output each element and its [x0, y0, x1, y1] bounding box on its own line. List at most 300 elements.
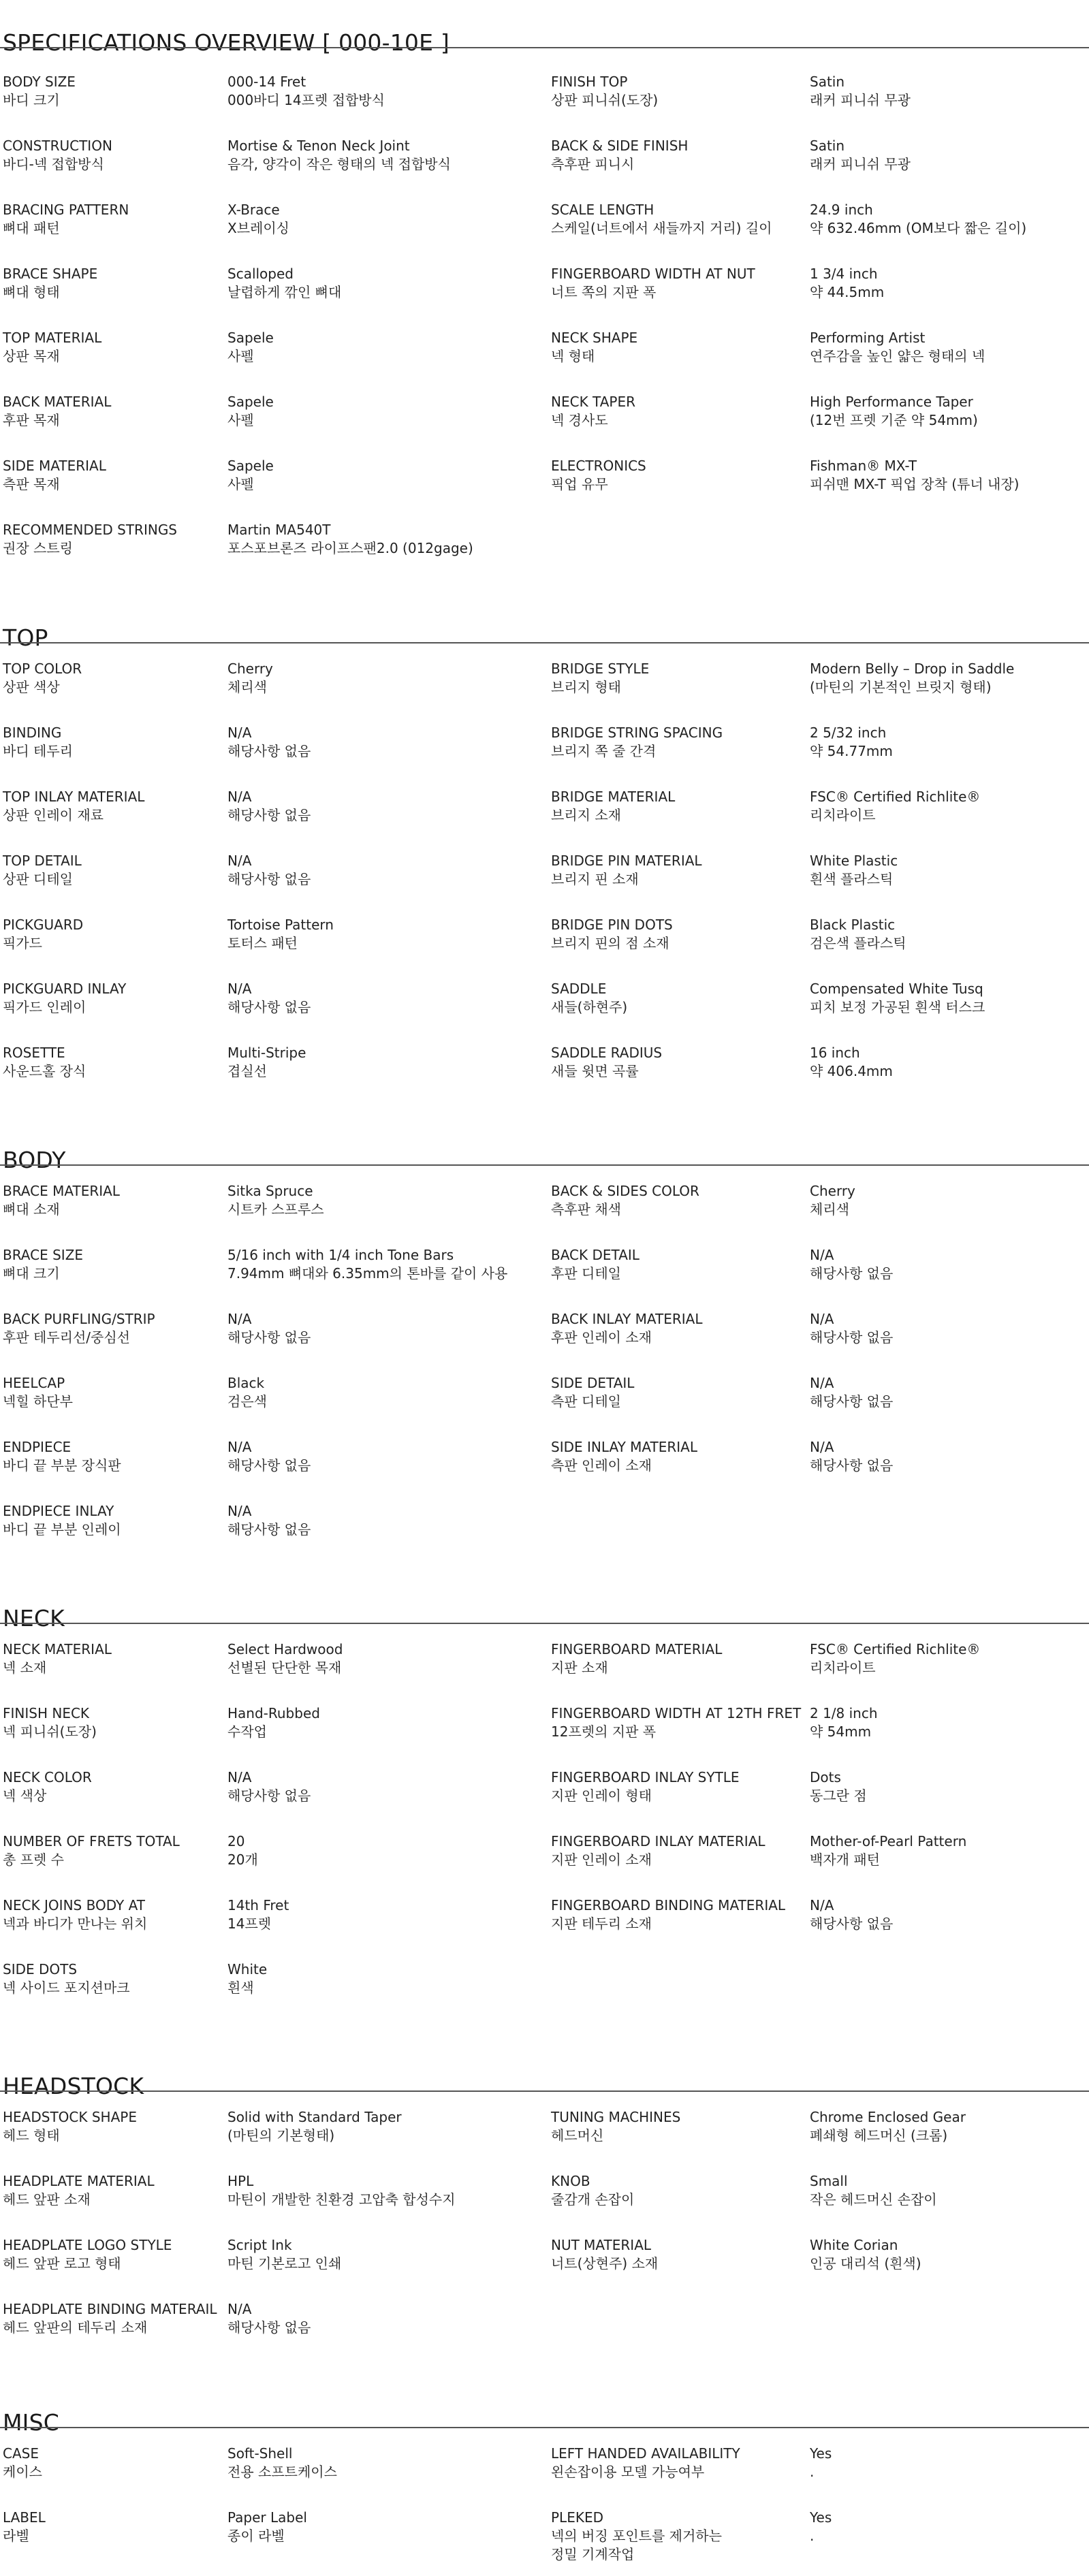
spec-value-kr: 토터스 패턴	[227, 935, 298, 951]
spec-label-back-material	[3, 393, 262, 430]
spec-value-en: Hand-Rubbed	[227, 1705, 320, 1721]
spec-label-kr: 브리지 핀 소재	[551, 871, 639, 887]
spec-label-kr: 후판 목재	[3, 412, 60, 428]
spec-value-en: Sapele	[227, 330, 274, 346]
spec-value-en: Tortoise Pattern	[227, 917, 334, 933]
spec-label-kr: 바디 크기	[3, 92, 60, 108]
spec-label-kr: 넥힐 하단부	[3, 1393, 73, 1410]
spec-value-en: X-Brace	[227, 202, 280, 218]
spec-value-kr: 20개	[227, 1851, 258, 1868]
spec-label-kr: 너트 쪽의 지판 폭	[551, 284, 657, 300]
spec-label-en: BODY SIZE	[3, 74, 76, 90]
spec-value-en: Scalloped	[227, 266, 294, 282]
spec-label-kr: 픽업 유무	[551, 476, 608, 492]
spec-label-en: CASE	[3, 2445, 39, 2462]
spec-value-en: Sapele	[227, 394, 274, 410]
spec-label-en: BACK & SIDES COLOR	[551, 1183, 699, 1199]
spec-label-en: TOP MATERIAL	[3, 330, 102, 346]
spec-value-kr: 겹실선	[227, 1063, 267, 1079]
spec-value-back-inlay-material	[810, 1310, 1086, 1347]
spec-label-en: FINISH NECK	[3, 1705, 90, 1721]
spec-label-kr: 후판 테두리선/중심선	[3, 1329, 130, 1346]
spec-value-en: HPL	[227, 2173, 254, 2189]
spec-label-back-detail	[551, 1246, 810, 1283]
spec-label-en: TOP DETAIL	[3, 853, 82, 869]
spec-value-headplate-logo-style	[227, 2236, 527, 2273]
spec-value-side-dots	[227, 1960, 527, 1997]
spec-value-kr: 약 406.4mm	[810, 1063, 893, 1079]
spec-label-neck-joins-body-at	[3, 1896, 262, 1933]
spec-label-construction	[3, 137, 262, 174]
spec-value-neck-material	[227, 1640, 527, 1677]
spec-value-kr: (마틴의 기본형태)	[227, 2127, 335, 2144]
spec-value-en: Cherry	[810, 1183, 855, 1199]
spec-label-kr: 넥의 버징 포인트를 제거하는	[551, 2528, 722, 2544]
spec-value-en: 5/16 inch with 1/4 inch Tone Bars	[227, 1247, 454, 1263]
spec-label-bridge-pin-dots	[551, 916, 810, 953]
spec-label-kr: 상판 인레이 재료	[3, 807, 104, 823]
spec-label-kr: 상판 피니쉬(도장)	[551, 92, 659, 108]
spec-label-kr: 넥 색상	[3, 1787, 47, 1804]
spec-label-electronics	[551, 457, 810, 494]
spec-label-binding	[3, 724, 262, 761]
spec-label-bridge-style	[551, 660, 810, 697]
spec-label-en: NECK COLOR	[3, 1769, 92, 1785]
spec-label-back-side-finish	[551, 137, 810, 174]
spec-label-en: FINISH TOP	[551, 74, 628, 90]
spec-label-neck-color	[3, 1768, 262, 1805]
spec-value-en: White	[227, 1961, 268, 1977]
spec-label-en: FINGERBOARD INLAY SYTLE	[551, 1769, 740, 1785]
spec-label-back-purfling-strip	[3, 1310, 262, 1347]
spec-label-top-material	[3, 329, 262, 366]
spec-label-nut-material	[551, 2236, 810, 2273]
spec-label-neck-material	[3, 1640, 262, 1677]
spec-value-kr: 포스포브론즈 라이프스팬2.0 (012gage)	[227, 540, 473, 556]
spec-label-kr: 사운드홀 장식	[3, 1063, 86, 1079]
spec-value-bridge-style	[810, 660, 1086, 697]
spec-label-en: TOP INLAY MATERIAL	[3, 789, 145, 805]
spec-value-en: Mother-of-Pearl Pattern	[810, 1833, 967, 1849]
spec-value-en: N/A	[227, 789, 252, 805]
spec-label-heelcap	[3, 1374, 262, 1411]
spec-label-top-inlay-material	[3, 788, 262, 825]
spec-value-kr: 해당사항 없음	[227, 871, 311, 887]
spec-value-scale-length	[810, 201, 1086, 238]
spec-value-top-inlay-material	[227, 788, 527, 825]
spec-value-headplate-material	[227, 2172, 527, 2209]
spec-label-en: NUT MATERIAL	[551, 2237, 652, 2253]
spec-value-pleked	[810, 2509, 1086, 2545]
spec-label-kr: 상판 디테일	[3, 871, 73, 887]
section-divider	[0, 1164, 1089, 1166]
spec-label-kr: 바디 끝 부분 인레이	[3, 1521, 121, 1538]
spec-value-fingerboard-inlay-material	[810, 1832, 1086, 1869]
spec-value-bridge-material	[810, 788, 1086, 825]
spec-value-kr: 14프렛	[227, 1915, 272, 1932]
spec-label-en: SIDE INLAY MATERIAL	[551, 1439, 698, 1455]
spec-label-kr: 왼손잡이용 모델 가능여부	[551, 2464, 705, 2480]
spec-label-en: HEELCAP	[3, 1375, 65, 1391]
spec-label-kr: 지판 인레이 형태	[551, 1787, 652, 1804]
spec-label-en: ROSETTE	[3, 1045, 65, 1061]
spec-value-neck-color	[227, 1768, 527, 1805]
spec-value-pickguard	[227, 916, 527, 953]
spec-label-en: FINGERBOARD WIDTH AT 12TH FRET	[551, 1705, 802, 1721]
spec-value-en: Solid with Standard Taper	[227, 2109, 402, 2125]
spec-label-kr: 측후판 채색	[551, 1201, 621, 1218]
spec-label-en: FINGERBOARD INLAY MATERIAL	[551, 1833, 766, 1849]
spec-value-en: Black Plastic	[810, 917, 896, 933]
spec-value-kr: 음각, 양각이 작은 형태의 넥 접합방식	[227, 156, 451, 172]
spec-label-kr: 헤드 앞판 소재	[3, 2191, 91, 2208]
spec-value-fingerboard-width-at-12th-fret	[810, 1704, 1086, 1741]
spec-value-electronics	[810, 457, 1086, 494]
spec-label-endpiece-inlay	[3, 1502, 262, 1539]
spec-value-en: Satin	[810, 138, 845, 154]
spec-label-case	[3, 2445, 262, 2481]
spec-value-heelcap	[227, 1374, 527, 1411]
spec-value-fingerboard-inlay-sytle	[810, 1768, 1086, 1805]
spec-value-en: White Plastic	[810, 853, 898, 869]
spec-value-kr: 검은색	[227, 1393, 267, 1410]
spec-label-kr: 측판 디테일	[551, 1393, 621, 1410]
spec-label-kr: 측판 인레이 소재	[551, 1457, 652, 1474]
spec-value-en: 20	[227, 1833, 245, 1849]
spec-label-en: BRIDGE PIN DOTS	[551, 917, 673, 933]
spec-value-en: N/A	[810, 1897, 834, 1913]
spec-value-kr: 체리색	[810, 1201, 849, 1218]
spec-value-top-material	[227, 329, 527, 366]
spec-label-en: PLEKED	[551, 2509, 603, 2526]
spec-label-kr: 뼈대 소재	[3, 1201, 60, 1218]
spec-label-en: FINGERBOARD BINDING MATERIAL	[551, 1897, 786, 1913]
spec-value-kr: 검은색 플라스틱	[810, 935, 906, 951]
spec-value-en: FSC® Certified Richlite®	[810, 1641, 981, 1657]
spec-label-kr: 새들(하현주)	[551, 999, 628, 1015]
spec-label-brace-material	[3, 1182, 262, 1219]
spec-value-kr: 작은 헤드머신 손잡이	[810, 2191, 937, 2208]
spec-value-kr: 연주감을 높인 얇은 형태의 넥	[810, 348, 985, 364]
spec-label-en: CONSTRUCTION	[3, 138, 112, 154]
spec-value-kr: 피쉬맨 MX-T 픽업 장착 (튜너 내장)	[810, 476, 1020, 492]
spec-value-kr: 사펠	[227, 348, 254, 364]
spec-value-en: N/A	[810, 1375, 834, 1391]
section-divider	[0, 642, 1089, 643]
spec-value-en: 24.9 inch	[810, 202, 873, 218]
spec-label-en: NECK SHAPE	[551, 330, 638, 346]
spec-value-en: Soft-Shell	[227, 2445, 293, 2462]
spec-value-en: Satin	[810, 74, 845, 90]
spec-value-case	[227, 2445, 527, 2481]
spec-label-en: HEADPLATE LOGO STYLE	[3, 2237, 172, 2253]
spec-label-en: ELECTRONICS	[551, 458, 646, 474]
spec-value-en: Yes	[810, 2509, 832, 2526]
spec-label-en: RECOMMENDED STRINGS	[3, 522, 178, 538]
spec-label-left-handed-availability	[551, 2445, 810, 2481]
spec-label-kr: 총 프렛 수	[3, 1851, 64, 1868]
spec-value-en: N/A	[227, 1769, 252, 1785]
spec-label-kr: 너트(상현주) 소재	[551, 2255, 659, 2272]
spec-value-en: N/A	[227, 1439, 252, 1455]
spec-value-fingerboard-binding-material	[810, 1896, 1086, 1933]
spec-label-kr: 넥 형태	[551, 348, 595, 364]
section-divider	[0, 2090, 1089, 2092]
spec-value-finish-top	[810, 73, 1086, 110]
spec-value-tuning-machines	[810, 2108, 1086, 2145]
spec-label-en: HEADPLATE MATERIAL	[3, 2173, 155, 2189]
spec-label-headplate-material	[3, 2172, 262, 2209]
spec-label-headstock-shape	[3, 2108, 262, 2145]
spec-value-neck-shape	[810, 329, 1086, 366]
spec-label-side-dots	[3, 1960, 262, 1997]
spec-label-en: BINDING	[3, 725, 62, 741]
spec-value-kr: 백자개 패턴	[810, 1851, 880, 1868]
spec-label-kr: 넥 사이드 포지션마크	[3, 1979, 130, 1996]
spec-value-headstock-shape	[227, 2108, 527, 2145]
spec-label-en: TUNING MACHINES	[551, 2109, 681, 2125]
spec-label-kr: 브리지 핀의 점 소재	[551, 935, 669, 951]
spec-value-kr: 해당사항 없음	[227, 1457, 311, 1474]
spec-value-kr: 시트카 스프루스	[227, 1201, 324, 1218]
spec-label-label	[3, 2509, 262, 2545]
spec-label-en: LEFT HANDED AVAILABILITY	[551, 2445, 740, 2462]
spec-label-kr: 후판 디테일	[551, 1265, 621, 1282]
spec-label-en: HEADSTOCK SHAPE	[3, 2109, 137, 2125]
spec-label-kr: 12프렛의 지판 폭	[551, 1723, 657, 1740]
spec-label-en: SCALE LENGTH	[551, 202, 654, 218]
section-title: MISC	[3, 2409, 59, 2436]
spec-value-kr: 선별된 단단한 목재	[227, 1659, 342, 1676]
spec-value-en: High Performance Taper	[810, 394, 973, 410]
spec-label-kr: 지판 인레이 소재	[551, 1851, 652, 1868]
spec-label-headplate-logo-style	[3, 2236, 262, 2273]
spec-value-en: N/A	[227, 981, 252, 997]
spec-value-kr: 인공 대리석 (흰색)	[810, 2255, 921, 2272]
spec-value-left-handed-availability	[810, 2445, 1086, 2481]
spec-label-kr: 권장 스트링	[3, 540, 73, 556]
spec-value-en: Yes	[810, 2445, 832, 2462]
spec-label-kr: 뼈대 형태	[3, 284, 60, 300]
spec-label-en: BACK INLAY MATERIAL	[551, 1311, 703, 1327]
spec-label-kr: 브리지 쪽 줄 간격	[551, 743, 657, 759]
spec-value-kr: X브레이싱	[227, 220, 289, 236]
spec-label-en: LABEL	[3, 2509, 46, 2526]
spec-value-kr: 약 54mm	[810, 1723, 872, 1740]
spec-label-number-of-frets-total	[3, 1832, 262, 1869]
spec-label-pleked	[551, 2509, 810, 2564]
spec-label-en: BRACING PATTERN	[3, 202, 129, 218]
spec-label-kr: 헤드 형태	[3, 2127, 60, 2144]
spec-label-en: PICKGUARD	[3, 917, 84, 933]
spec-value-endpiece	[227, 1438, 527, 1475]
spec-label-kr: 헤드머신	[551, 2127, 604, 2144]
spec-label-kr: 상판 색상	[3, 679, 60, 695]
section-title: BODY	[3, 1147, 66, 1174]
spec-value-en: N/A	[810, 1439, 834, 1455]
spec-value-en: Paper Label	[227, 2509, 307, 2526]
spec-value-kr: 해당사항 없음	[810, 1329, 894, 1346]
spec-label-back-inlay-material	[551, 1310, 810, 1347]
spec-label-en: ENDPIECE INLAY	[3, 1503, 114, 1519]
spec-label-body-size	[3, 73, 262, 110]
spec-label-finish-neck	[3, 1704, 262, 1741]
spec-value-en: Select Hardwood	[227, 1641, 343, 1657]
spec-label-en: BACK & SIDE FINISH	[551, 138, 689, 154]
spec-label-fingerboard-width-at-12th-fret	[551, 1704, 810, 1741]
spec-label-en: BRACE SIZE	[3, 1247, 84, 1263]
spec-label-recommended-strings	[3, 521, 262, 558]
spec-label-kr: 새들 윗면 곡률	[551, 1063, 639, 1079]
spec-value-en: N/A	[227, 1503, 252, 1519]
spec-label-kr: 후판 인레이 소재	[551, 1329, 652, 1346]
spec-value-bridge-pin-material	[810, 852, 1086, 889]
spec-value-en: Performing Artist	[810, 330, 926, 346]
spec-label-side-inlay-material	[551, 1438, 810, 1475]
spec-label-kr: 뼈대 패턴	[3, 220, 60, 236]
spec-value-kr: 리치라이트	[810, 1659, 876, 1676]
spec-label-en: BACK MATERIAL	[3, 394, 112, 410]
spec-label-endpiece	[3, 1438, 262, 1475]
spec-value-en: 000-14 Fret	[227, 74, 306, 90]
spec-value-kr: 000바디 14프렛 접합방식	[227, 92, 385, 108]
spec-label-kr: 바디 테두리	[3, 743, 73, 759]
spec-value-en: Chrome Enclosed Gear	[810, 2109, 966, 2125]
spec-label-en: BRIDGE PIN MATERIAL	[551, 853, 702, 869]
spec-value-top-detail	[227, 852, 527, 889]
spec-label-bracing-pattern	[3, 201, 262, 238]
spec-value-kr: 흰색 플라스틱	[810, 871, 894, 887]
spec-label-fingerboard-binding-material	[551, 1896, 810, 1933]
spec-value-binding	[227, 724, 527, 761]
spec-value-neck-joins-body-at	[227, 1896, 527, 1933]
spec-value-brace-material	[227, 1182, 527, 1219]
spec-label-en: SADDLE	[551, 981, 607, 997]
spec-value-top-color	[227, 660, 527, 697]
spec-label-en: NECK MATERIAL	[3, 1641, 112, 1657]
spec-value-kr: (12번 프렛 기준 약 54mm)	[810, 412, 978, 428]
spec-value-kr: 해당사항 없음	[227, 999, 311, 1015]
spec-label-kr: 줄감개 손잡이	[551, 2191, 635, 2208]
section-title: NECK	[3, 1605, 65, 1632]
section-title: TOP	[3, 624, 48, 652]
spec-label-brace-shape	[3, 265, 262, 302]
spec-value-kr: 래커 피니쉬 무광	[810, 156, 911, 172]
spec-label-kr: 정밀 기계작업	[551, 2546, 635, 2562]
spec-label-kr: 지판 테두리 소재	[551, 1915, 652, 1932]
spec-label-pickguard-inlay	[3, 980, 262, 1017]
spec-label-en: SIDE DETAIL	[551, 1375, 635, 1391]
section-title: HEADSTOCK	[3, 2073, 144, 2100]
spec-value-kr: 약 44.5mm	[810, 284, 885, 300]
spec-value-en: Script Ink	[227, 2237, 292, 2253]
spec-label-scale-length	[551, 201, 810, 238]
spec-label-bridge-string-spacing	[551, 724, 810, 761]
spec-label-kr: 브리지 소재	[551, 807, 621, 823]
spec-value-body-size	[227, 73, 527, 110]
spec-label-en: TOP COLOR	[3, 661, 82, 677]
spec-value-headplate-binding-materail	[227, 2300, 527, 2337]
spec-value-en: Fishman® MX-T	[810, 458, 917, 474]
spec-label-kr: 바디-넥 접합방식	[3, 156, 104, 172]
spec-value-kr: 흰색	[227, 1979, 254, 1996]
spec-label-en: NUMBER OF FRETS TOTAL	[3, 1833, 180, 1849]
spec-label-saddle	[551, 980, 810, 1017]
spec-value-kr: 체리색	[227, 679, 267, 695]
spec-label-fingerboard-material	[551, 1640, 810, 1677]
spec-value-kr: 전용 소프트케이스	[227, 2464, 337, 2480]
spec-value-rosette	[227, 1044, 527, 1081]
spec-label-kr: 픽가드	[3, 935, 42, 951]
spec-value-en: 16 inch	[810, 1045, 860, 1061]
spec-label-en: FINGERBOARD WIDTH AT NUT	[551, 266, 755, 282]
spec-value-en: Multi-Stripe	[227, 1045, 306, 1061]
spec-label-kr: 스케일(너트에서 새들까지 거리) 길이	[551, 220, 772, 236]
spec-value-en: 1 3/4 inch	[810, 266, 878, 282]
spec-label-kr: 넥 소재	[3, 1659, 47, 1676]
spec-value-pickguard-inlay	[227, 980, 527, 1017]
spec-label-kr: 헤드 앞판의 테두리 소재	[3, 2319, 148, 2336]
spec-value-en: White Corian	[810, 2237, 898, 2253]
spec-value-kr: 해당사항 없음	[810, 1915, 894, 1932]
spec-value-back-detail	[810, 1246, 1086, 1283]
spec-label-tuning-machines	[551, 2108, 810, 2145]
spec-value-en: 14th Fret	[227, 1897, 289, 1913]
spec-value-kr: 해당사항 없음	[227, 807, 311, 823]
spec-value-side-material	[227, 457, 527, 494]
spec-label-en: BRACE MATERIAL	[3, 1183, 120, 1199]
spec-value-en: N/A	[810, 1247, 834, 1263]
spec-value-en: Compensated White Tusq	[810, 981, 983, 997]
section-title: SPECIFICATIONS OVERVIEW [ 000-10E ]	[3, 29, 449, 57]
spec-label-en: SADDLE RADIUS	[551, 1045, 663, 1061]
spec-value-en: Black	[227, 1375, 265, 1391]
spec-label-kr: 측후판 피니시	[551, 156, 635, 172]
spec-value-bridge-string-spacing	[810, 724, 1086, 761]
spec-label-kr: 뼈대 크기	[3, 1265, 60, 1282]
spec-value-kr: 동그란 점	[810, 1787, 867, 1804]
spec-value-back-side-finish	[810, 137, 1086, 174]
spec-label-en: HEADPLATE BINDING MATERAIL	[3, 2301, 217, 2317]
spec-value-endpiece-inlay	[227, 1502, 527, 1539]
spec-value-en: Sapele	[227, 458, 274, 474]
spec-label-en: FINGERBOARD MATERIAL	[551, 1641, 723, 1657]
spec-value-brace-shape	[227, 265, 527, 302]
spec-value-kr: 해당사항 없음	[227, 1329, 311, 1346]
spec-label-en: BRIDGE STYLE	[551, 661, 650, 677]
spec-value-en: N/A	[227, 725, 252, 741]
spec-label-fingerboard-inlay-sytle	[551, 1768, 810, 1805]
spec-label-brace-size	[3, 1246, 262, 1283]
spec-value-side-detail	[810, 1374, 1086, 1411]
spec-value-kr: 해당사항 없음	[227, 1521, 311, 1538]
spec-value-en: N/A	[227, 853, 252, 869]
spec-value-back-material	[227, 393, 527, 430]
spec-label-kr: 지판 소재	[551, 1659, 608, 1676]
spec-value-en: N/A	[227, 2301, 252, 2317]
spec-label-back-sides-color	[551, 1182, 810, 1219]
spec-value-kr: 날렵하게 깎인 뼈대	[227, 284, 342, 300]
spec-value-kr: 종이 라벨	[227, 2528, 285, 2544]
spec-value-kr: .	[810, 2464, 815, 2480]
spec-value-en: 2 5/32 inch	[810, 725, 887, 741]
spec-value-number-of-frets-total	[227, 1832, 527, 1869]
spec-label-en: SIDE DOTS	[3, 1961, 78, 1977]
spec-value-nut-material	[810, 2236, 1086, 2273]
spec-value-en: N/A	[227, 1311, 252, 1327]
spec-value-brace-size	[227, 1246, 527, 1283]
spec-value-kr: 해당사항 없음	[227, 1787, 311, 1804]
